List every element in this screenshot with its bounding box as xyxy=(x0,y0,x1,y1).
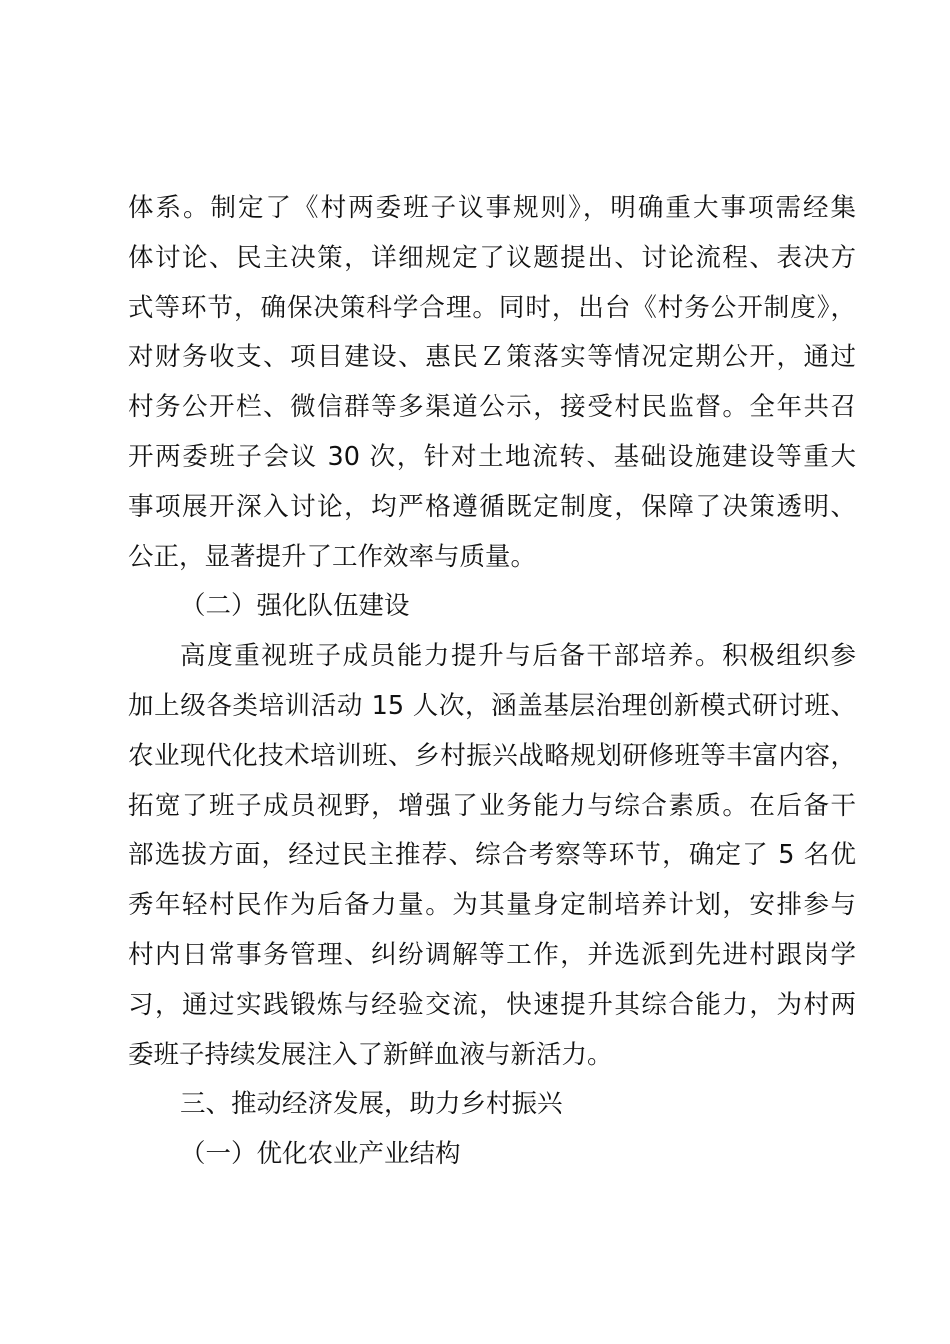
text-line: 开两委班子会议 30 次，针对土地流转、基础设施建设等重大 xyxy=(128,441,856,472)
text-line: 加上级各类培训活动 15 人次，涵盖基层治理创新模式研讨班、 xyxy=(128,690,856,721)
document-body xyxy=(128,184,856,1180)
chapter-heading-economic-development: 三、推动经济发展，助力乡村振兴 xyxy=(180,1089,563,1120)
text-line: 高度重视班子成员能力提升与后备干部培养。积极组织参 xyxy=(180,641,856,672)
text-line: 事项展开深入讨论，均严格遵循既定制度，保障了决策透明、 xyxy=(128,491,856,522)
text-line: 体讨论、民主决策，详细规定了议题提出、讨论流程、表决方 xyxy=(128,242,856,273)
text-line: 秀年轻村民作为后备力量。为其量身定制培养计划，安排参与 xyxy=(128,890,856,921)
section-heading-agriculture-structure: （一）优化农业产业结构 xyxy=(180,1139,461,1170)
text-line: 委班子持续发展注入了新鲜血液与新活力。 xyxy=(128,1039,613,1070)
text-line: 对财务收支、项目建设、惠民Ｚ策落实等情况定期公开，通过 xyxy=(128,342,856,373)
paragraph-team-building xyxy=(128,632,856,1080)
text-line: 公正，显著提升了工作效率与质量。 xyxy=(128,541,537,572)
text-line: 拓宽了班子成员视野，增强了业务能力与综合素质。在后备干 xyxy=(128,790,856,821)
text-line: 部选拔方面，经过民主推荐、综合考察等环节，确定了 5 名优 xyxy=(128,840,856,871)
text-line: 式等环节，确保决策科学合理。同时，出台《村务公开制度》， xyxy=(128,292,856,323)
paragraph-decision-system xyxy=(128,184,856,582)
text-line: 农业现代化技术培训班、乡村振兴战略规划研修班等丰富内容， xyxy=(128,740,856,771)
section-heading-team-building: （二）强化队伍建设 xyxy=(180,591,410,622)
text-line: 村务公开栏、微信群等多渠道公示，接受村民监督。全年共召 xyxy=(128,392,856,423)
text-line: 村内日常事务管理、纠纷调解等工作，并选派到先进村跟岗学 xyxy=(128,939,856,970)
text-line: 体系。制定了《村两委班子议事规则》，明确重大事项需经集 xyxy=(128,193,856,223)
text-line: 习，通过实践锻炼与经验交流，快速提升其综合能力，为村两 xyxy=(128,989,856,1020)
